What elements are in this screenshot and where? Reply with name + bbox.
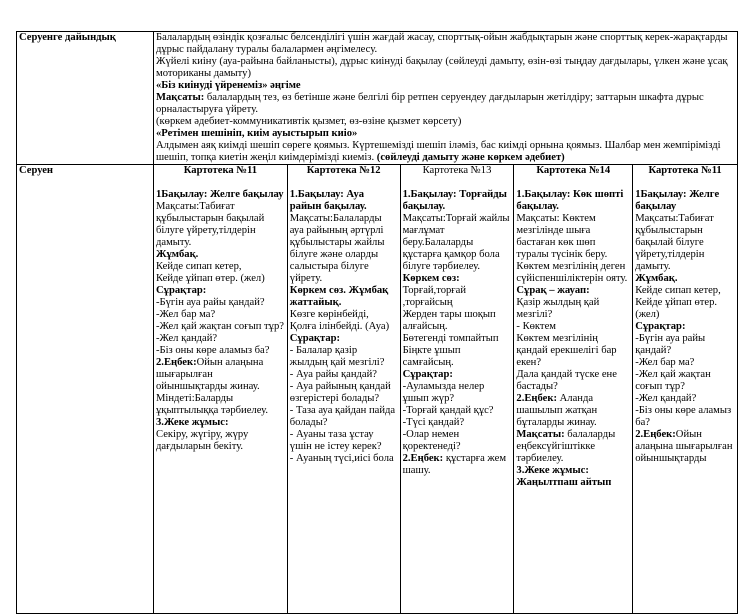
card-line-text: Мақсаты:Балаларды ауа райының әртүрлі құбылыстары жайлы білуге және оларды салыстыра білуге үйрету. [289, 213, 385, 284]
card-line-text: 2.Еңбек: [402, 453, 444, 464]
card-line [290, 189, 398, 213]
card-line [403, 213, 512, 273]
card-line [403, 345, 512, 369]
card-line-text: 1.Бақылау: Көк шөпті бақылау. [516, 189, 624, 212]
card-line-text: Мақсаты: [516, 429, 565, 440]
card-title: Картотека №11 [183, 165, 258, 176]
prep-paragraph-1: Балалардың өзіндік қозғалыс белсенділігі үшін жағдай жасау, спорттық-ойын жабдықтарын және спорттық керек-жарақтарды дұрыс пайдалану туралы балалармен әңгімелесу. [156, 32, 728, 55]
card-line [635, 333, 735, 357]
card-line [156, 357, 285, 393]
card-line [156, 333, 285, 345]
walk-row [17, 165, 738, 614]
card-line [156, 417, 285, 429]
card-line-text: -Бүгін ауа райы қандай? [156, 297, 265, 308]
walk-cards-cell [154, 165, 738, 614]
card-line [516, 477, 630, 489]
card-line-text: 2.Еңбек: [156, 357, 197, 368]
card-line-text: 1.Бақылау: Торғайды бақылау. [402, 189, 507, 212]
prep-paragraph-2: Жүйелі киіну (ауа-райына байланысты), дұрыс киінуді бақылау (сөйлеуді дамыту, өзін-өзі тыңдау дағдылары, үлкен және ұсақ моториканы дамыту) [156, 56, 728, 79]
walk-cards [154, 165, 737, 613]
card-line-text: Сұрақтар: [156, 285, 207, 296]
card-line-text: Біңкте ұшып самғайсың. [402, 345, 461, 368]
card-line [403, 189, 512, 213]
card-line-text: Сұрақтар: [289, 333, 341, 344]
card-line [156, 249, 285, 261]
card-line-text: Бөтегенді томпайтып [402, 333, 499, 344]
card-line-text: Жаңылтпаш айтып [516, 477, 612, 488]
card-line-text: - Балалар қазір жылдың қай мезгілі? [289, 345, 385, 368]
card-line [516, 213, 630, 285]
card-line-text: Кейде ұйпап өтер. (жел) [156, 273, 265, 284]
card-line [635, 429, 735, 465]
card-line-text: Кейде сипап кетер, [156, 261, 242, 272]
prep-heading-2: «Ретімен шешініп, киім ауыстырып киіо» [156, 128, 358, 139]
card-line-rest: Ойын алаңына шығарылған ойыншықтарды [635, 429, 733, 464]
card-line-text: -Жел қай жақтан соғып тұр? [156, 321, 284, 332]
card-line-text: -Олар немен қоректенеді? [402, 429, 461, 452]
card-line-text: - Көктем [516, 321, 556, 332]
card-line-text: Қолға ілінбейді. (Ауа) [289, 321, 390, 332]
card-line [403, 429, 512, 453]
card-line-text: -Жел бар ма? [156, 309, 216, 320]
card-line-text: Жұмбақ. [156, 249, 199, 260]
card-line-text: - Таза ауа қайдан пайда болады? [289, 405, 396, 428]
card-line [516, 465, 630, 477]
card-line-rest: Аланда шашылып жатқан бұталарды жинау. [516, 393, 598, 428]
card-line [516, 321, 630, 333]
card-line [290, 369, 398, 381]
walk-prep-label: Серуенге дайындық [17, 32, 154, 165]
card-line-text: Секіру, жүгіру, жүру дағдыларын бекіту. [156, 429, 249, 452]
prep-paragraph-4-bold: (сөйлеуді дамыту және көркем әдебиет) [376, 152, 565, 163]
daily-plan-table [16, 31, 738, 614]
card-line [403, 417, 512, 429]
card-line-text: Мақсаты: Көктем мезгілінде шыға бастаған көк шөп туралы түсінік беру. Көктем мезгілінің деген сүйіспеншіліктерін ояту. [516, 213, 628, 284]
card-line [635, 297, 735, 321]
card-line-text: Торғай,торғай ,торғайсың [402, 285, 467, 308]
card-line [635, 405, 735, 429]
card-line-text: 2.Еңбек: [635, 429, 676, 440]
card-line-text: - Ауа райының қандай өзгерістері болады? [289, 381, 391, 404]
card-line [290, 345, 398, 369]
card-line [635, 369, 735, 393]
card-line [156, 321, 285, 333]
card-line-text: - Ауа райы қандай? [289, 369, 377, 380]
card-line [516, 429, 630, 465]
card-line-text: -Ауламызда нелер ұшып жүр? [402, 381, 485, 404]
card-line-text: 1.Бақылау: Ауа райын бақылау. [289, 189, 367, 212]
card-line [635, 273, 735, 285]
card-line [516, 369, 630, 393]
card-line [403, 381, 512, 405]
card-line-text: Сұрақтар: [402, 369, 453, 380]
card-line-text: Кейде сипап кетер, [635, 285, 721, 296]
card-line-text: Кейде ұйпап өтер. (жел) [635, 297, 718, 320]
card-line [635, 285, 735, 297]
card-line-text: 1Бақылау: Желге бақылау [156, 189, 284, 200]
card-line-text: -Жел бар ма? [635, 357, 695, 368]
card-line [516, 285, 630, 297]
card-line [290, 285, 398, 309]
card-line [156, 297, 285, 309]
card-column [287, 165, 400, 613]
prep-paragraph-4-text: Алдымен аяқ киімді шешіп сөреге қоямыз. Күртешемізді шешіп іләміз, бас киімді орнына қоямыз. Шалбар мен жемпірімізді шешіп, топқа киетін жеңіл киімдерімізді киеміз. [156, 140, 721, 163]
card-line [290, 213, 398, 285]
card-line-text: Сұрақ – жауап: [516, 285, 590, 296]
card-line-text: -Жел қай жақтан соғып тұр? [635, 369, 711, 392]
card-title: Картотека №11 [648, 165, 722, 176]
card-line-rest: балаларды еңбексүйгіштікке тәрбиелеу. [516, 429, 616, 464]
card-line-text: -Біз оны көре аламыз ба? [156, 345, 270, 356]
card-line [156, 285, 285, 297]
walk-prep-row [17, 32, 738, 165]
card-line [635, 393, 735, 405]
card-line [403, 405, 512, 417]
card-line [403, 309, 512, 333]
card-line-text: Сұрақтар: [635, 321, 686, 332]
card-line [290, 453, 398, 465]
card-column [400, 165, 514, 613]
card-title: Картотека №12 [306, 165, 381, 176]
card-line [156, 273, 285, 285]
card-line-text: Мақсаты:Торғай жайлы мағлұмат беру.Балаларды құстарға қамқор бола білуге тәрбиелеу. [402, 213, 510, 272]
card-line-text: 1Бақылау: Желге бақылау [635, 189, 720, 212]
card-line [156, 429, 285, 453]
card-line [516, 393, 630, 429]
card-line-text: Көзге көрінбейді, [289, 309, 369, 320]
card-line-rest: құстарға жем шашу. [402, 453, 507, 476]
card-line-text: Мақсаты:Табиғат құбылыстарын бақылай білуге үйрету,тілдерін дамыту. [156, 201, 265, 248]
card-line-rest: Ойын алаңына шығарылған ойыншықтарды жинау. [156, 357, 264, 392]
walk-prep-content [154, 32, 738, 165]
card-line [290, 429, 398, 453]
card-column [154, 165, 287, 613]
card-line [516, 333, 630, 369]
card-line [403, 273, 512, 285]
card-line-text: 3.Жеке жұмыс: [516, 465, 589, 476]
card-column [632, 165, 737, 613]
card-line [403, 453, 512, 477]
card-title: Картотека №14 [536, 165, 611, 176]
card-line [635, 189, 735, 213]
card-line-text: Міндеті:Баларды ұқыптылыққа тәрбиелеу. [156, 393, 269, 416]
card-line-text: Қазір жылдың қай мезгілі? [516, 297, 600, 320]
card-line [516, 297, 630, 321]
card-line [156, 309, 285, 321]
card-line [635, 357, 735, 369]
card-line-text: -Түсі қандай? [402, 417, 465, 428]
card-line-text: -Біз оны көре аламыз ба? [635, 405, 732, 428]
prep-paragraph-4 [156, 140, 735, 164]
card-line-text: -Торғай қандай құс? [402, 405, 494, 416]
card-line [156, 261, 285, 273]
card-line-text: -Бүгін ауа райы қандай? [635, 333, 706, 356]
prep-goal-text: балалардың тез, өз бетінше және белгілі бір ретпен серуендеу дағдыларын жетілдіру; заттарын шкафта дұрыс орналастыруға үйрету. [156, 92, 704, 115]
card-line-text: Жерден тары шоқып алғайсың. [402, 309, 496, 332]
card-line-text: Көктем мезгілінің қандай ерекшелігі бар екен? [516, 333, 617, 368]
card-line [403, 285, 512, 309]
card-column [513, 165, 632, 613]
card-line-text: 3.Жеке жұмыс: [156, 417, 229, 428]
card-line [403, 369, 512, 381]
card-line-text: -Жел қандай? [635, 393, 697, 404]
card-title: Картотека №13 [422, 165, 492, 176]
card-line-text: -Жел қандай? [156, 333, 218, 344]
card-line [403, 333, 512, 345]
prep-paragraph-3: (көркем әдебиет-коммуникативтік қызмет, өз-өзіне қызмет көрсету) [156, 116, 462, 127]
card-line [290, 321, 398, 333]
card-line-text: Жұмбақ. [635, 273, 678, 284]
card-line [635, 321, 735, 333]
card-line-text: Көркем сөз. Жұмбақ жаттайық. [289, 285, 389, 308]
card-line [516, 189, 630, 213]
card-line-text: - Ауаның түсі,иісі бола [289, 453, 394, 464]
card-line-text: - Ауаны таза ұстау үшін не істеу керек? [289, 429, 382, 452]
card-line-text: Дала қандай түске ене бастады? [516, 369, 617, 392]
prep-goal [156, 92, 735, 116]
card-line [290, 381, 398, 405]
prep-heading-1: «Біз киінуді үйренеміз» әңгіме [156, 80, 301, 91]
walk-label: Серуен [17, 165, 154, 614]
card-line-text: Мақсаты:Табиғат құбылыстарын бақылай білуге үйрету,тілдерін дамыту. [635, 213, 714, 272]
card-line-text: Көркем сөз: [402, 273, 460, 284]
card-line [156, 345, 285, 357]
card-line [156, 393, 285, 417]
card-line [635, 213, 735, 273]
card-line-text: 2.Еңбек: [516, 393, 557, 404]
card-line [290, 309, 398, 321]
prep-goal-label: Мақсаты: [156, 92, 205, 103]
card-line [156, 201, 285, 249]
card-line [290, 333, 398, 345]
card-line [290, 405, 398, 429]
card-line [156, 189, 285, 201]
